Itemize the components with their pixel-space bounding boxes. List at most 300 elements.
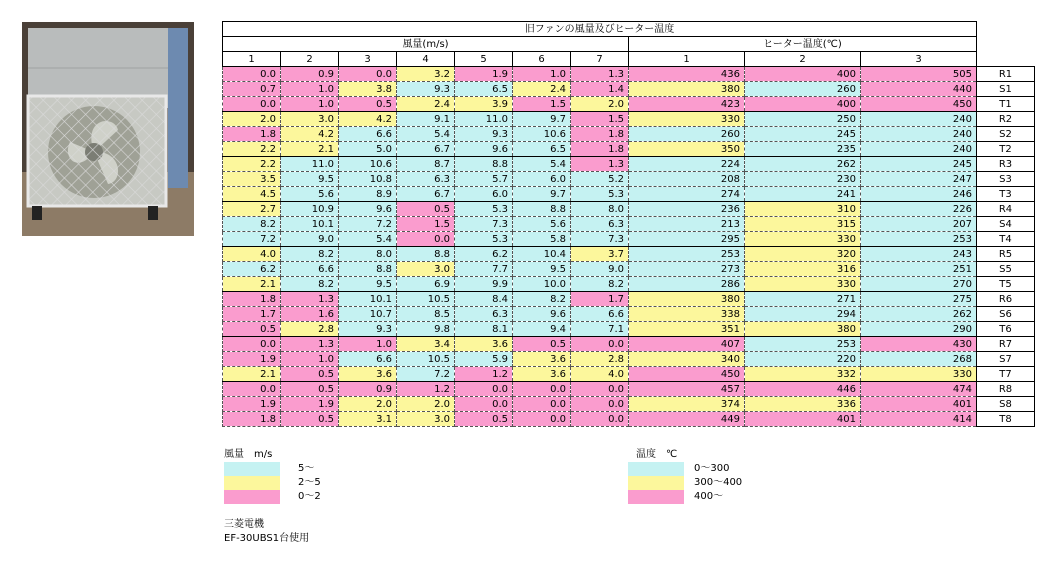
wind-cell: 4.0	[571, 367, 629, 382]
maker-note: 三菱電機	[224, 519, 264, 530]
temp-cell: 350	[629, 142, 745, 157]
wind-cell: 1.3	[571, 157, 629, 172]
table-row	[223, 322, 1035, 337]
temp-cell: 330	[745, 277, 861, 292]
table-row	[223, 112, 1035, 127]
table-row	[223, 82, 1035, 97]
wind-cell: 9.3	[397, 82, 455, 97]
temp-cell: 286	[629, 277, 745, 292]
legend-item	[628, 476, 788, 490]
row-label: R5	[977, 247, 1035, 262]
temp-cell: 290	[861, 322, 977, 337]
fan-heater-icon	[22, 22, 194, 236]
wind-cell: 0.0	[223, 67, 281, 82]
temp-cell: 295	[629, 232, 745, 247]
wind-cell: 0.0	[513, 412, 571, 427]
wind-cell: 0.0	[339, 67, 397, 82]
wind-cell: 9.6	[455, 142, 513, 157]
wind-cell: 1.5	[397, 217, 455, 232]
wind-cell: 6.7	[397, 187, 455, 202]
wind-cell: 8.8	[397, 247, 455, 262]
wind-cell: 8.8	[339, 262, 397, 277]
wind-cell: 6.5	[455, 82, 513, 97]
wind-cell: 9.6	[513, 307, 571, 322]
table-title: 旧ファンの風量及びヒーター温度	[223, 22, 977, 37]
row-label: R1	[977, 67, 1035, 82]
wind-cell: 6.3	[397, 172, 455, 187]
temp-cell: 250	[745, 112, 861, 127]
temp-cell: 230	[745, 172, 861, 187]
temp-cell: 338	[629, 307, 745, 322]
legend-swatch	[224, 462, 280, 476]
wind-cell: 7.7	[455, 262, 513, 277]
row-label: R6	[977, 292, 1035, 307]
temp-cell: 380	[629, 82, 745, 97]
temp-cell: 332	[745, 367, 861, 382]
wind-cell: 9.0	[571, 262, 629, 277]
wind-cell: 7.2	[339, 217, 397, 232]
wind-cell: 3.8	[339, 82, 397, 97]
wind-cell: 9.5	[339, 277, 397, 292]
temp-cell: 260	[745, 82, 861, 97]
wind-cell: 1.0	[281, 352, 339, 367]
temp-cell: 401	[745, 412, 861, 427]
temp-cell: 208	[629, 172, 745, 187]
temp-legend	[628, 448, 788, 504]
wind-cell: 7.3	[455, 217, 513, 232]
wind-cell: 10.9	[281, 202, 339, 217]
wind-cell: 7.3	[571, 232, 629, 247]
wind-cell: 6.6	[339, 127, 397, 142]
row-label: T2	[977, 142, 1035, 157]
table-row	[223, 352, 1035, 367]
wind-cell: 5.6	[281, 187, 339, 202]
wind-cell: 0.9	[281, 67, 339, 82]
wind-cell: 8.8	[455, 157, 513, 172]
wind-cell: 5.6	[513, 217, 571, 232]
row-label: S2	[977, 127, 1035, 142]
temp-cell: 446	[745, 382, 861, 397]
wind-cell: 0.0	[397, 232, 455, 247]
wind-cell: 5.3	[455, 232, 513, 247]
wind-cell: 3.6	[455, 337, 513, 352]
row-label: R2	[977, 112, 1035, 127]
wind-cell: 1.9	[223, 397, 281, 412]
wind-cell: 2.0	[571, 97, 629, 112]
wind-cell: 5.9	[455, 352, 513, 367]
wind-cell: 0.5	[281, 367, 339, 382]
data-table	[222, 21, 1035, 427]
wind-cell: 1.0	[281, 82, 339, 97]
table-row	[223, 367, 1035, 382]
wind-cell: 10.6	[513, 127, 571, 142]
row-label: R4	[977, 202, 1035, 217]
wind-cell: 5.7	[455, 172, 513, 187]
temp-cell: 224	[629, 157, 745, 172]
wind-cell: 1.9	[455, 67, 513, 82]
wind-cell: 10.6	[339, 157, 397, 172]
legend-item	[628, 462, 788, 476]
wind-cell: 1.4	[571, 82, 629, 97]
temp-header: ヒーター温度(℃)	[629, 37, 977, 52]
wind-cell: 6.0	[513, 172, 571, 187]
row-label: S3	[977, 172, 1035, 187]
temp-cell: 380	[629, 292, 745, 307]
wind-col-header: 5	[455, 52, 513, 67]
wind-cell: 9.3	[455, 127, 513, 142]
row-label: R3	[977, 157, 1035, 172]
wind-cell: 3.9	[455, 97, 513, 112]
temp-cell: 245	[861, 157, 977, 172]
temp-cell: 241	[745, 187, 861, 202]
wind-cell: 0.0	[571, 412, 629, 427]
legend-swatch	[628, 476, 684, 490]
wind-cell: 8.1	[455, 322, 513, 337]
wind-cell: 1.6	[281, 307, 339, 322]
row-label: S7	[977, 352, 1035, 367]
wind-cell: 9.1	[397, 112, 455, 127]
wind-cell: 1.0	[281, 97, 339, 112]
wind-cell: 0.0	[571, 337, 629, 352]
wind-cell: 1.5	[571, 112, 629, 127]
wind-cell: 6.9	[397, 277, 455, 292]
wind-cell: 0.0	[455, 382, 513, 397]
temp-cell: 243	[861, 247, 977, 262]
temp-cell: 320	[745, 247, 861, 262]
wind-cell: 1.9	[223, 352, 281, 367]
temp-cell: 414	[861, 412, 977, 427]
row-label: T6	[977, 322, 1035, 337]
wind-cell: 2.8	[281, 322, 339, 337]
wind-cell: 1.3	[571, 67, 629, 82]
table-row	[223, 67, 1035, 82]
wind-cell: 5.4	[339, 232, 397, 247]
wind-cell: 11.0	[455, 112, 513, 127]
wind-cell: 4.2	[339, 112, 397, 127]
wind-cell: 3.7	[571, 247, 629, 262]
wind-cell: 3.4	[397, 337, 455, 352]
wind-cell: 8.2	[281, 247, 339, 262]
wind-cell: 1.0	[513, 67, 571, 82]
wind-cell: 1.8	[223, 127, 281, 142]
temp-cell: 436	[629, 67, 745, 82]
table-row	[223, 157, 1035, 172]
row-label: T5	[977, 277, 1035, 292]
temp-cell: 423	[629, 97, 745, 112]
wind-cell: 7.2	[397, 367, 455, 382]
temp-cell: 315	[745, 217, 861, 232]
wind-cell: 2.7	[223, 202, 281, 217]
wind-cell: 3.5	[223, 172, 281, 187]
wind-cell: 8.7	[397, 157, 455, 172]
wind-cell: 3.0	[397, 262, 455, 277]
wind-cell: 2.1	[223, 277, 281, 292]
wind-cell: 4.2	[281, 127, 339, 142]
table-row	[223, 142, 1035, 157]
table-row	[223, 217, 1035, 232]
temp-cell: 330	[629, 112, 745, 127]
temp-cell: 340	[629, 352, 745, 367]
row-label: R8	[977, 382, 1035, 397]
wind-cell: 1.8	[571, 142, 629, 157]
wind-cell: 9.3	[339, 322, 397, 337]
temp-cell: 449	[629, 412, 745, 427]
wind-cell: 10.4	[513, 247, 571, 262]
legend-item	[224, 462, 364, 476]
wind-cell: 7.2	[223, 232, 281, 247]
legend-label: 300～400	[694, 477, 743, 488]
temp-cell: 440	[861, 82, 977, 97]
legend-swatch	[628, 462, 684, 476]
temp-cell: 273	[629, 262, 745, 277]
table-row	[223, 337, 1035, 352]
temp-cell: 330	[745, 232, 861, 247]
wind-cell: 0.0	[223, 382, 281, 397]
wind-cell: 6.6	[571, 307, 629, 322]
wind-cell: 9.6	[339, 202, 397, 217]
table-row	[223, 277, 1035, 292]
wind-cell: 4.0	[223, 247, 281, 262]
temp-cell: 351	[629, 322, 745, 337]
wind-cell: 6.6	[281, 262, 339, 277]
wind-cell: 1.8	[223, 292, 281, 307]
wind-cell: 6.2	[455, 247, 513, 262]
wind-cell: 8.2	[223, 217, 281, 232]
wind-cell: 1.9	[281, 397, 339, 412]
wind-cell: 8.2	[513, 292, 571, 307]
wind-col-header: 4	[397, 52, 455, 67]
temp-cell: 251	[861, 262, 977, 277]
table-row	[223, 262, 1035, 277]
temp-cell: 240	[861, 142, 977, 157]
wind-cell: 10.7	[339, 307, 397, 322]
temp-cell: 268	[861, 352, 977, 367]
temp-cell: 247	[861, 172, 977, 187]
temp-cell: 330	[861, 367, 977, 382]
model-note: EF-30UBS1台使用	[224, 533, 310, 544]
temp-cell: 450	[629, 367, 745, 382]
wind-cell: 9.7	[513, 187, 571, 202]
wind-cell: 2.2	[223, 142, 281, 157]
wind-cell: 9.9	[455, 277, 513, 292]
wind-cell: 4.5	[223, 187, 281, 202]
temp-cell: 316	[745, 262, 861, 277]
notes	[224, 518, 309, 546]
wind-cell: 8.8	[513, 202, 571, 217]
temp-cell: 450	[861, 97, 977, 112]
wind-cell: 8.2	[281, 277, 339, 292]
wind-cell: 8.5	[397, 307, 455, 322]
row-label: T1	[977, 97, 1035, 112]
legend-item	[224, 490, 364, 504]
temp-col-header: 3	[861, 52, 977, 67]
wind-cell: 0.0	[455, 397, 513, 412]
column-header-row	[223, 52, 1035, 67]
wind-col-header: 6	[513, 52, 571, 67]
wind-cell: 2.4	[513, 82, 571, 97]
temp-cell: 474	[861, 382, 977, 397]
row-label: T4	[977, 232, 1035, 247]
wind-cell: 8.0	[571, 202, 629, 217]
wind-cell: 1.7	[571, 292, 629, 307]
temp-cell: 236	[629, 202, 745, 217]
temp-cell: 262	[861, 307, 977, 322]
wind-cell: 0.5	[281, 382, 339, 397]
temp-cell: 253	[861, 232, 977, 247]
wind-cell: 2.0	[223, 112, 281, 127]
wind-col-header: 3	[339, 52, 397, 67]
legend-swatch	[224, 476, 280, 490]
wind-col-header: 7	[571, 52, 629, 67]
wind-cell: 9.7	[513, 112, 571, 127]
legend-item	[224, 476, 364, 490]
wind-cell: 0.5	[397, 202, 455, 217]
wind-cell: 2.2	[223, 157, 281, 172]
legend-label: 0～2	[298, 491, 321, 502]
wind-col-header: 1	[223, 52, 281, 67]
wind-cell: 5.4	[397, 127, 455, 142]
wind-cell: 9.8	[397, 322, 455, 337]
legend-label: 5～	[298, 463, 315, 474]
wind-cell: 10.1	[281, 217, 339, 232]
table-row	[223, 247, 1035, 262]
wind-cell: 6.7	[397, 142, 455, 157]
wind-cell: 8.4	[455, 292, 513, 307]
wind-legend-title: 風量 m/s	[224, 449, 273, 460]
wind-cell: 1.2	[397, 382, 455, 397]
wind-cell: 8.0	[339, 247, 397, 262]
legend-item	[628, 490, 788, 504]
row-label: S5	[977, 262, 1035, 277]
wind-cell: 1.3	[281, 292, 339, 307]
temp-cell: 380	[745, 322, 861, 337]
wind-cell: 0.9	[339, 382, 397, 397]
wind-cell: 1.2	[455, 367, 513, 382]
wind-cell: 10.0	[513, 277, 571, 292]
temp-cell: 336	[745, 397, 861, 412]
wind-cell: 3.0	[281, 112, 339, 127]
row-label: T7	[977, 367, 1035, 382]
legend-swatch	[628, 490, 684, 504]
wind-cell: 5.3	[455, 202, 513, 217]
wind-cell: 3.0	[397, 412, 455, 427]
wind-cell: 5.2	[571, 172, 629, 187]
wind-cell: 0.5	[223, 322, 281, 337]
table-row	[223, 292, 1035, 307]
legend-label: 400～	[694, 491, 724, 502]
wind-cell: 9.5	[513, 262, 571, 277]
wind-cell: 5.8	[513, 232, 571, 247]
wind-cell: 1.5	[513, 97, 571, 112]
wind-cell: 9.5	[281, 172, 339, 187]
wind-cell: 9.4	[513, 322, 571, 337]
temp-cell: 270	[861, 277, 977, 292]
legend-swatch	[224, 490, 280, 504]
legend-label: 2～5	[298, 477, 321, 488]
wind-cell: 3.6	[513, 352, 571, 367]
temp-cell: 240	[861, 127, 977, 142]
temp-cell: 220	[745, 352, 861, 367]
wind-cell: 6.3	[455, 307, 513, 322]
temp-cell: 235	[745, 142, 861, 157]
wind-cell: 0.0	[513, 382, 571, 397]
table-row	[223, 187, 1035, 202]
wind-cell: 2.8	[571, 352, 629, 367]
wind-cell: 6.6	[339, 352, 397, 367]
wind-cell: 1.8	[223, 412, 281, 427]
wind-col-header: 2	[281, 52, 339, 67]
wind-cell: 10.8	[339, 172, 397, 187]
temp-cell: 400	[745, 97, 861, 112]
wind-cell: 10.5	[397, 352, 455, 367]
wind-cell: 5.4	[513, 157, 571, 172]
temp-cell: 505	[861, 67, 977, 82]
temp-cell: 253	[745, 337, 861, 352]
wind-cell: 0.0	[223, 97, 281, 112]
wind-cell: 0.0	[571, 397, 629, 412]
wind-cell: 2.0	[397, 397, 455, 412]
temp-col-header: 1	[629, 52, 745, 67]
temp-cell: 400	[745, 67, 861, 82]
row-label: S4	[977, 217, 1035, 232]
row-label: S6	[977, 307, 1035, 322]
temp-cell: 430	[861, 337, 977, 352]
table-row	[223, 382, 1035, 397]
wind-legend	[224, 448, 364, 504]
temp-cell: 271	[745, 292, 861, 307]
wind-cell: 1.3	[281, 337, 339, 352]
wind-cell: 9.0	[281, 232, 339, 247]
temp-cell: 407	[629, 337, 745, 352]
row-label: S1	[977, 82, 1035, 97]
wind-cell: 0.0	[513, 397, 571, 412]
wind-cell: 6.5	[513, 142, 571, 157]
wind-cell: 6.0	[455, 187, 513, 202]
wind-cell: 0.5	[513, 337, 571, 352]
temp-cell: 262	[745, 157, 861, 172]
wind-cell: 5.0	[339, 142, 397, 157]
wind-cell: 2.4	[397, 97, 455, 112]
wind-cell: 2.1	[281, 142, 339, 157]
wind-cell: 1.8	[571, 127, 629, 142]
table-row	[223, 412, 1035, 427]
temp-cell: 253	[629, 247, 745, 262]
temp-cell: 245	[745, 127, 861, 142]
row-label: T8	[977, 412, 1035, 427]
wind-cell: 6.2	[223, 262, 281, 277]
wind-cell: 0.5	[455, 412, 513, 427]
wind-cell: 0.0	[571, 382, 629, 397]
wind-cell: 6.3	[571, 217, 629, 232]
temp-legend-title: 温度 ℃	[636, 449, 678, 460]
wind-cell: 1.7	[223, 307, 281, 322]
table-row	[223, 172, 1035, 187]
table-row	[223, 307, 1035, 322]
temp-cell: 207	[861, 217, 977, 232]
wind-cell: 11.0	[281, 157, 339, 172]
wind-cell: 0.7	[223, 82, 281, 97]
temp-col-header: 2	[745, 52, 861, 67]
temp-cell: 275	[861, 292, 977, 307]
temp-cell: 240	[861, 112, 977, 127]
wind-cell: 0.0	[223, 337, 281, 352]
row-label: T3	[977, 187, 1035, 202]
wind-cell: 10.5	[397, 292, 455, 307]
temp-cell: 274	[629, 187, 745, 202]
temp-cell: 294	[745, 307, 861, 322]
temp-cell: 213	[629, 217, 745, 232]
wind-cell: 2.1	[223, 367, 281, 382]
